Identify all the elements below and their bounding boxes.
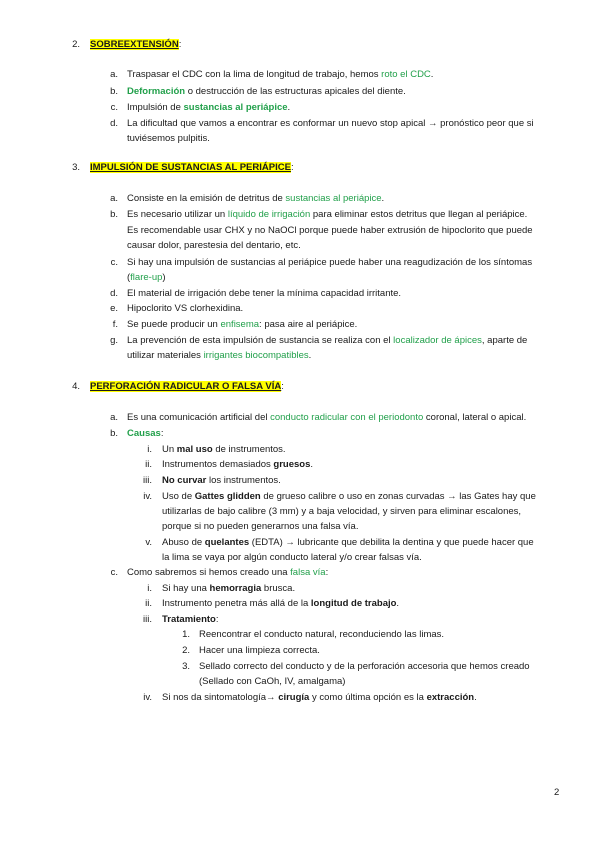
list-item: Hacer una limpieza correcta. [199,645,320,656]
section-title: IMPULSIÓN DE SUSTANCIAS AL PERIÁPICE [90,162,291,173]
list-item: Traspasar el CDC con la lima de longitud de trabajo, hemos roto el CDC. [127,69,434,80]
list-item-continuation: utilizar materiales irrigantes biocompatibles. [127,350,312,361]
list-marker: v. [145,537,152,548]
list-item: El material de irrigación debe tener la mínima capacidad irritante. [127,288,402,299]
list-marker: i. [147,583,152,594]
list-item: Un mal uso de instrumentos. [162,444,286,455]
list-item: Sellado correcto del conducto y de la perforación accesoria que hemos creado [199,661,530,672]
list-item: Si nos da sintomatología→ cirugía y como última opción es la extracción. [162,692,477,703]
list-item: Deformación o destrucción de las estructuras apicales del diente. [127,86,406,97]
list-item: Instrumentos demasiados gruesos. [162,459,314,470]
list-marker: b. [110,209,118,220]
list-marker: 3. [182,661,190,672]
list-item-continuation: la lima se vaya por algún conducto lateral y/o crear falsas vía. [162,552,422,563]
list-item: Es una comunicación artificial del conducto radicular con el periodonto coronal, lateral o apical. [127,412,527,423]
list-item-continuation: utilizarlas de bajo calibre (3 mm) y a baja velocidad, y sirven para eliminar escalones, [162,506,522,517]
list-item-continuation: tuviésemos pulpitis. [127,133,210,144]
list-item: La dificultad que vamos a encontrar es conformar un nuevo stop apical → pronóstico peor que si [127,118,534,129]
list-marker: iii. [143,614,152,625]
list-item: Instrumento penetra más allá de la longitud de trabajo. [162,598,400,609]
list-item: Hipoclorito VS clorhexidina. [127,303,244,314]
list-marker: f. [112,319,118,330]
list-item-continuation: Es recomendable usar CHX y no NaOCl porque puede haber extrusión de hipoclorito que puede [127,225,533,236]
list-item-continuation: (flare-up) [127,272,166,283]
list-item: No curvar los instrumentos. [162,475,281,486]
list-item: La prevención de esta impulsión de sustancia se realiza con el localizador de ápices, aparte de [127,335,528,346]
list-marker: a. [110,69,118,80]
list-marker: c. [110,102,118,113]
list-item: Si hay una impulsión de sustancias al periápice puede haber una reagudización de los síntomas [127,257,533,268]
section-title: SOBREEXTENSIÓN [90,39,179,50]
list-marker: iii. [143,475,152,486]
list-marker: c. [110,257,118,268]
list-item: Uso de Gattes glidden de grueso calibre o uso en zonas curvadas → las Gates hay que [162,491,536,502]
list-item-continuation: (Sellado con CaOh, IV, amalgama) [199,676,346,687]
list-marker: iv. [143,692,152,703]
list-marker: ii. [145,459,152,470]
list-item: Es necesario utilizar un líquido de irrigación para eliminar estos detritus que llegan al periápice. [127,209,528,220]
list-marker: b. [110,86,118,97]
list-item: Causas: [127,428,164,439]
list-item: Reencontrar el conducto natural, reconduciendo las limas. [199,629,445,640]
list-marker: 2. [182,645,190,656]
list-marker: ii. [145,598,152,609]
section-number: 4. [72,381,80,392]
list-item: Abuso de quelantes (EDTA) → lubricante que debilita la dentina y que puede hacer que [162,537,534,548]
list-item: Se puede producir un enfisema: pasa aire al periápice. [127,319,358,330]
section-title: PERFORACIÓN RADICULAR O FALSA VÍA [90,381,282,392]
list-marker: b. [110,428,118,439]
list-item-continuation: causar dolor, parestesia del dentario, etc. [127,240,301,251]
list-marker: c. [110,567,118,578]
list-marker: a. [110,412,118,423]
list-marker: 1. [182,629,190,640]
list-item-continuation: porque si no pueden generarnos una falsa vía. [162,521,359,532]
list-marker: a. [110,193,118,204]
list-marker: i. [147,444,152,455]
list-marker: g. [110,335,118,346]
list-marker: d. [110,288,118,299]
section-number: 2. [72,39,80,50]
list-item: Consiste en la emisión de detritus de sustancias al periápice. [127,193,385,204]
list-marker: d. [110,118,118,129]
list-marker: iv. [143,491,152,502]
section-heading: PERFORACIÓN RADICULAR O FALSA VÍA: [90,381,284,392]
list-marker: e. [110,303,118,314]
section-number: 3. [72,162,80,173]
list-item: Si hay una hemorragia brusca. [162,583,296,594]
page-number: 2 [554,787,560,798]
list-item: Tratamiento: [162,614,219,625]
list-item: Impulsión de sustancias al periápice. [127,102,291,113]
section-heading: SOBREEXTENSIÓN: [90,39,182,50]
section-heading: IMPULSIÓN DE SUSTANCIAS AL PERIÁPICE: [90,162,294,173]
list-item: Como sabremos si hemos creado una falsa vía: [127,567,329,578]
